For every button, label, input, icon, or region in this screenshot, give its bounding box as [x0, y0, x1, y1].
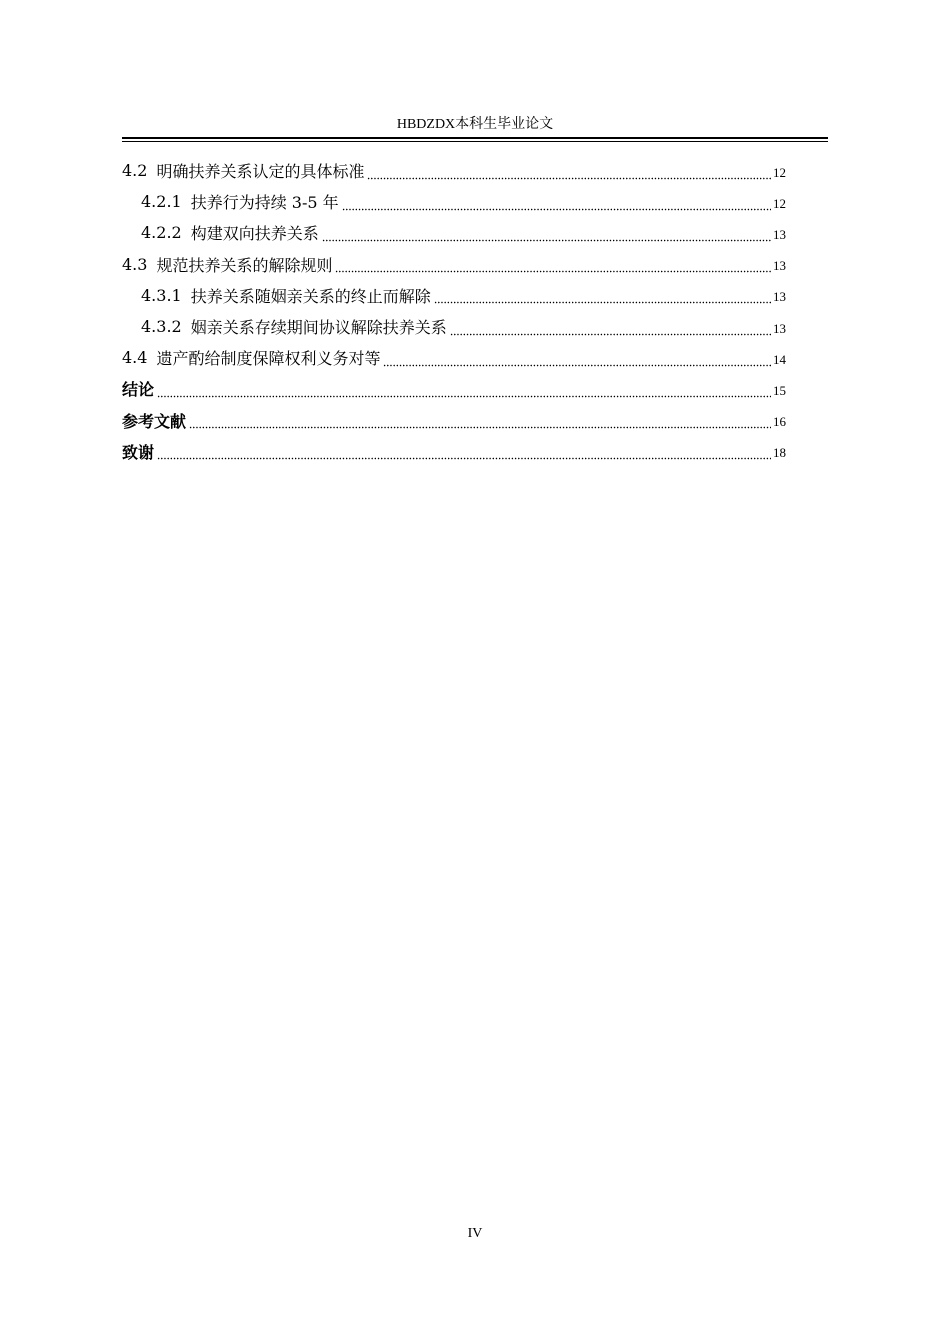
toc-entry-page: 12: [773, 164, 786, 180]
toc-entry-4-2-2[interactable]: [122, 217, 786, 248]
toc-entry-title: 扶养关系随姻亲关系的终止而解除: [190, 286, 431, 306]
toc-dot-leader: [367, 168, 771, 180]
header-rule-thick: [122, 137, 828, 139]
toc-entry-page: 18: [773, 445, 786, 461]
toc-dot-leader: [322, 230, 771, 242]
toc-entry-title: 构建双向扶养关系: [190, 224, 319, 244]
toc-dot-leader: [342, 199, 771, 211]
toc-dot-leader: [157, 386, 771, 398]
toc-entry-title: 明确扶养关系认定的具体标准: [156, 162, 365, 182]
page-number: IV: [467, 1226, 483, 1241]
toc-entry-number: 4.3.2: [141, 317, 182, 337]
toc-entry-number: 4.2.2: [141, 223, 182, 243]
toc-dot-leader: [383, 355, 771, 367]
toc-dot-leader: [189, 417, 771, 429]
header-rule: [122, 137, 828, 143]
toc-entry-number: 4.2.1: [141, 192, 182, 212]
toc-entry-references[interactable]: [122, 405, 786, 436]
toc-entry-page: 14: [773, 351, 786, 367]
toc-entry-title: 结论: [122, 380, 155, 400]
toc-entry-conclusion[interactable]: [122, 373, 786, 404]
toc-dot-leader: [434, 292, 771, 304]
toc-entry-4-3-2[interactable]: [122, 311, 786, 342]
toc-entry-page: 13: [773, 226, 786, 242]
toc-entry-title: 遗产酌给制度保障权利义务对等: [156, 349, 381, 369]
toc-entry-4-4[interactable]: [122, 342, 786, 373]
toc-entry-4-2-1[interactable]: [122, 186, 786, 217]
toc-entry-acknowledgements[interactable]: [122, 436, 786, 467]
toc-dot-leader: [450, 324, 771, 336]
toc-entry-number: 4.3: [122, 254, 148, 274]
toc-entry-title: 参考文献: [122, 411, 187, 431]
toc-entry-number: 4.3.1: [141, 285, 182, 305]
toc-entry-page: 12: [773, 195, 786, 211]
toc-entry-4-3[interactable]: [122, 249, 786, 280]
toc-entry-title: 扶养行为持续 3-5 年: [190, 193, 339, 213]
toc-entry-4-2[interactable]: [122, 155, 786, 186]
toc-entry-title: 姻亲关系存续期间协议解除扶养关系: [190, 318, 447, 338]
toc-entry-title: 致谢: [122, 442, 155, 462]
toc-entry-number: 4.4: [122, 348, 148, 368]
toc-entry-page: 15: [773, 382, 786, 398]
table-of-contents: [122, 155, 786, 467]
header-rule-thin: [122, 141, 828, 142]
toc-entry-page: 13: [773, 258, 786, 274]
toc-entry-page: 16: [773, 414, 786, 430]
toc-entry-page: 13: [773, 320, 786, 336]
toc-dot-leader: [157, 448, 771, 460]
toc-entry-page: 13: [773, 289, 786, 305]
toc-entry-4-3-1[interactable]: [122, 280, 786, 311]
toc-entry-number: 4.2: [122, 161, 148, 181]
page-header: HBDZDX本科生毕业论文: [396, 117, 554, 132]
toc-dot-leader: [335, 261, 771, 273]
toc-entry-title: 规范扶养关系的解除规则: [156, 255, 333, 275]
